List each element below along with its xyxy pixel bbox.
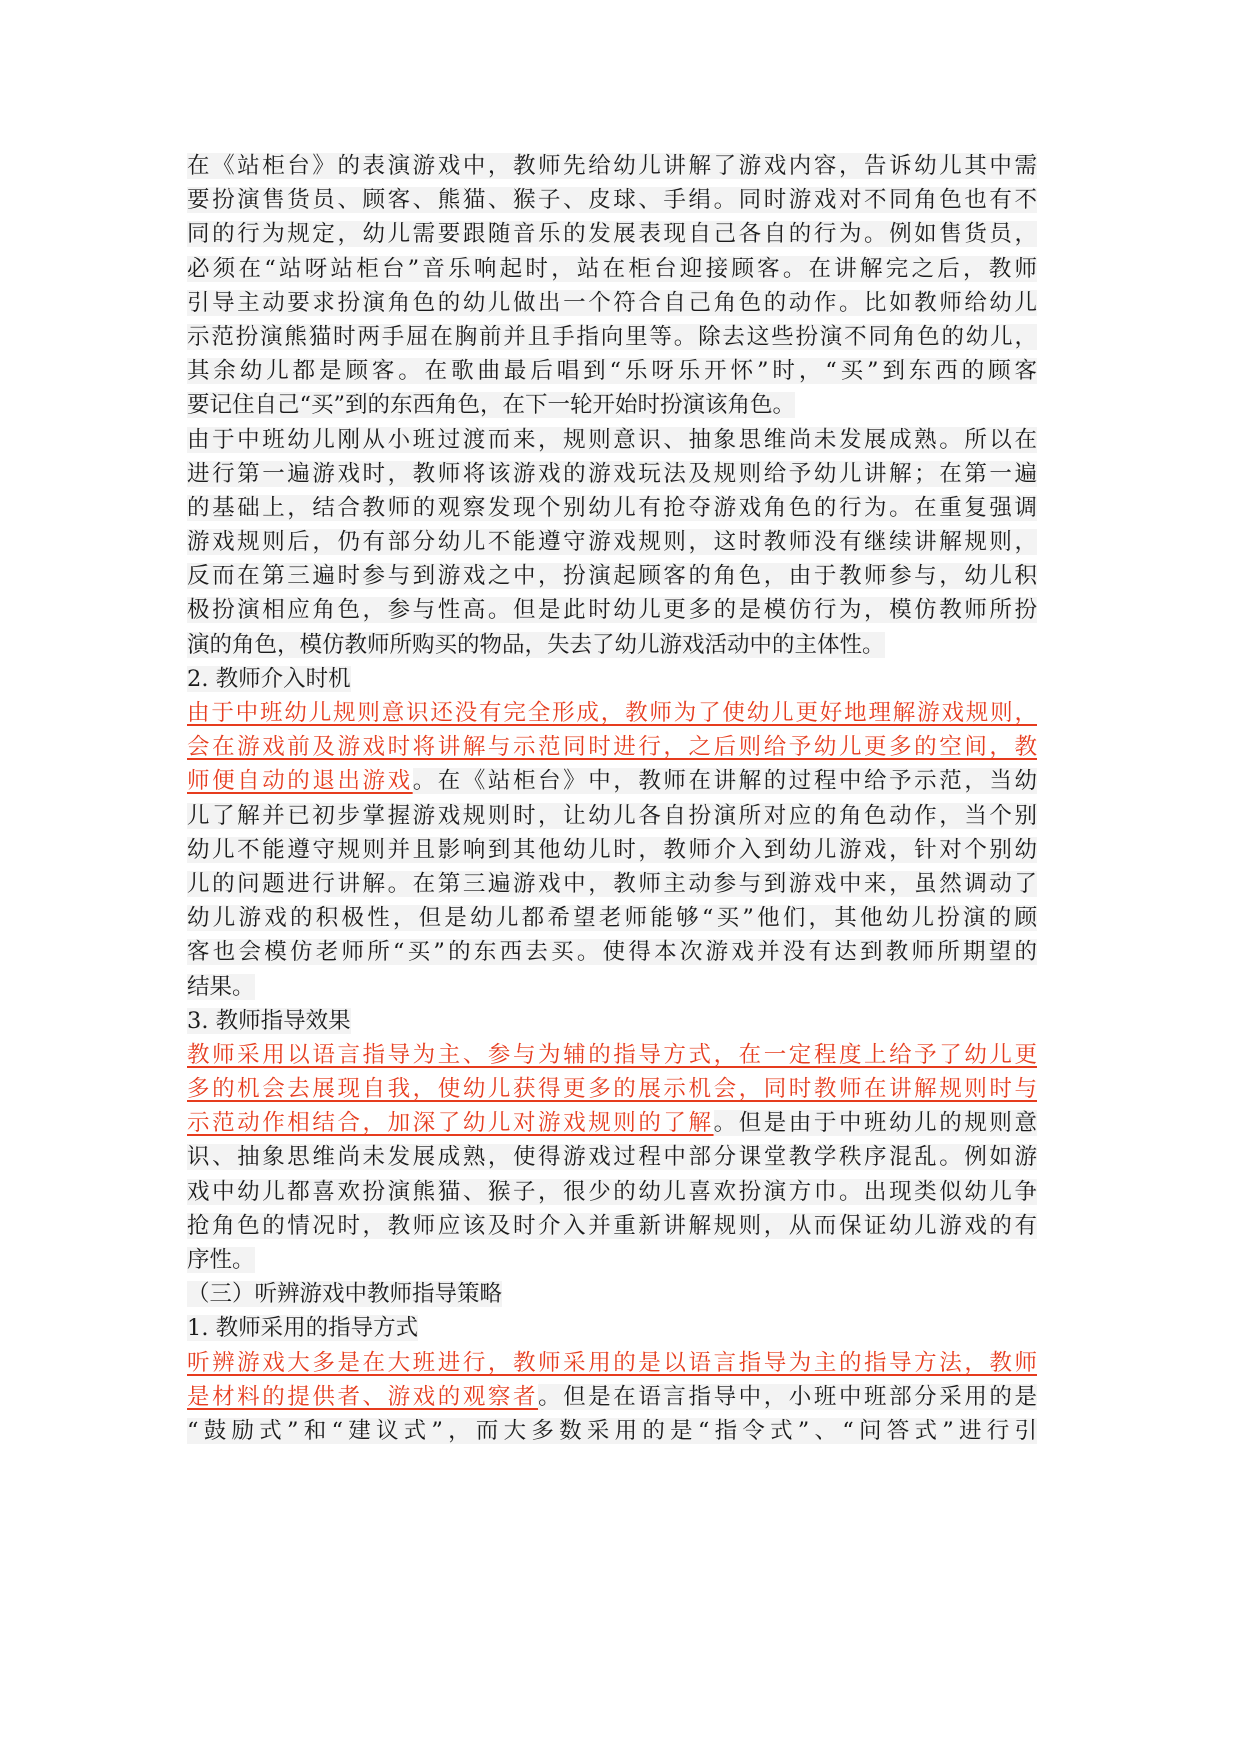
paragraph-rule-awareness — [187, 423, 1037, 662]
text-run: 儿了解并已初步掌握游戏规则时，让幼儿各自扮演所对应的角色动作，当个别 — [187, 802, 1037, 829]
text-run: “鼓励式”和“建议式”，而大多数采用的是“指令式”、“问答式”进行引 — [187, 1417, 1037, 1444]
heading-teacher-guidance-effect — [187, 1004, 1037, 1038]
text-run: 必须在“站呀站柜台”音乐响起时，站在柜台迎接顾客。在讲解完之后，教师 — [187, 255, 1037, 282]
text-line — [187, 1243, 1037, 1277]
text-line — [187, 628, 1037, 662]
paragraph-zhan-gui-tai-game — [187, 149, 1037, 423]
heading-text: 1. 教师采用的指导方式 — [187, 1315, 419, 1342]
text-run: 同的行为规定，幼儿需要跟随音乐的发展表现自己各自的行为。例如售货员， — [187, 221, 1037, 248]
text-run: 进行第一遍游戏时，教师将该游戏的游戏玩法及规则给予幼儿讲解；在第一遍 — [187, 460, 1037, 487]
text-run: 要记住自己“买”到的东西角色，在下一轮开始时扮演该角色。 — [187, 392, 796, 419]
text-line — [187, 423, 1037, 457]
paragraph-guidance-method — [187, 1346, 1037, 1449]
text-line — [187, 1346, 1037, 1380]
text-run: 反而在第三遍时参与到游戏之中，扮演起顾客的角色，由于教师参与，幼儿积 — [187, 563, 1037, 590]
text-line — [187, 1209, 1037, 1243]
text-line — [187, 149, 1037, 183]
text-line — [187, 183, 1037, 217]
text-run: 游戏规则后，仍有部分幼儿不能遵守游戏规则，这时教师没有继续讲解规则， — [187, 529, 1037, 556]
text-line — [187, 867, 1037, 901]
text-line — [187, 833, 1037, 867]
text-run: 抢角色的情况时，教师应该及时介入并重新讲解规则，从而保证幼儿游戏的有 — [187, 1212, 1037, 1239]
highlighted-text: 是材料的提供者、游戏的观察者 — [187, 1383, 539, 1410]
text-run: 儿的问题进行讲解。在第三遍游戏中，教师主动参与到游戏中来，虽然调动了 — [187, 870, 1037, 897]
text-run: 极扮演相应角色，参与性高。但是此时幼儿更多的是模仿行为，模仿教师所扮 — [187, 597, 1037, 624]
text-line — [187, 217, 1037, 251]
text-line — [187, 1175, 1037, 1209]
text-line — [187, 354, 1037, 388]
text-run: 。在《站柜台》中，教师在讲解的过程中给予示范，当幼 — [412, 768, 1037, 795]
text-line — [187, 286, 1037, 320]
text-run: 演的角色，模仿教师所购买的物品，失去了幼儿游戏活动中的主体性。 — [187, 631, 885, 658]
text-line — [187, 1038, 1037, 1072]
heading-listening-game-strategy — [187, 1277, 1037, 1311]
heading-teacher-intervention-timing — [187, 662, 1037, 696]
highlighted-text: 师便自动的退出游戏 — [187, 768, 413, 795]
highlighted-text: 由于中班幼儿规则意识还没有完全形成，教师为了使幼儿更好地理解游戏规则， — [187, 700, 1037, 726]
paragraph-guidance-effect — [187, 1038, 1037, 1277]
text-run: 客也会模仿老师所“买”的东西去买。使得本次游戏并没有达到教师所期望的 — [187, 939, 1037, 966]
text-line — [187, 559, 1037, 593]
heading-guidance-method — [187, 1311, 1037, 1345]
text-line — [187, 491, 1037, 525]
text-line — [187, 1072, 1037, 1106]
heading-text: （三）听辨游戏中教师指导策略 — [187, 1281, 503, 1308]
text-line — [187, 764, 1037, 798]
highlighted-text: 多的机会去展现自我，使幼儿获得更多的展示机会，同时教师在讲解规则时与 — [187, 1076, 1037, 1103]
document-page — [187, 149, 1037, 1448]
text-line — [187, 730, 1037, 764]
text-run: 在《站柜台》的表演游戏中，教师先给幼儿讲解了游戏内容，告诉幼儿其中需 — [187, 153, 1037, 179]
paragraph-intervention-timing — [187, 696, 1037, 1004]
text-line — [187, 901, 1037, 935]
highlighted-text: 教师采用以语言指导为主、参与为辅的指导方式，在一定程度上给予了幼儿更 — [187, 1041, 1037, 1068]
text-run: 幼儿不能遵守规则并且影响到其他幼儿时，教师介入到幼儿游戏，针对个别幼 — [187, 836, 1037, 863]
text-run: 引导主动要求扮演角色的幼儿做出一个符合自己角色的动作。比如教师给幼儿 — [187, 289, 1037, 316]
highlighted-text: 会在游戏前及游戏时将讲解与示范同时进行，之后则给予幼儿更多的空间，教 — [187, 734, 1037, 761]
text-line — [187, 457, 1037, 491]
text-line — [187, 252, 1037, 286]
text-run: 幼儿游戏的积极性，但是幼儿都希望老师能够“买”他们，其他幼儿扮演的顾 — [187, 905, 1037, 932]
text-line — [187, 320, 1037, 354]
text-run: 戏中幼儿都喜欢扮演熊猫、猴子，很少的幼儿喜欢扮演方巾。出现类似幼儿争 — [187, 1178, 1037, 1205]
text-run: 。但是由于中班幼儿的规则意 — [713, 1110, 1037, 1137]
text-line — [187, 935, 1037, 969]
heading-text: 3. 教师指导效果 — [187, 1007, 351, 1034]
text-line — [187, 1380, 1037, 1414]
text-run: 要扮演售货员、顾客、熊猫、猴子、皮球、手绢。同时游戏对不同角色也有不 — [187, 187, 1037, 214]
heading-text: 2. 教师介入时机 — [187, 665, 351, 692]
text-line — [187, 593, 1037, 627]
text-line — [187, 696, 1037, 730]
text-line — [187, 1106, 1037, 1140]
text-line — [187, 799, 1037, 833]
text-line — [187, 970, 1037, 1004]
text-line — [187, 1140, 1037, 1174]
highlighted-text: 示范动作相结合，加深了幼儿对游戏规则的了解 — [187, 1110, 714, 1137]
text-line — [187, 1414, 1037, 1448]
text-run: 由于中班幼儿刚从小班过渡而来，规则意识、抽象思维尚未发展成熟。所以在 — [187, 426, 1037, 453]
text-line — [187, 388, 1037, 422]
text-run: 其余幼儿都是顾客。在歌曲最后唱到“乐呀乐开怀”时，“买”到东西的顾客 — [187, 358, 1037, 385]
text-run: 识、抽象思维尚未发展成熟，使得游戏过程中部分课堂教学秩序混乱。例如游 — [187, 1144, 1037, 1171]
text-run: 示范扮演熊猫时两手屈在胸前并且手指向里等。除去这些扮演不同角色的幼儿， — [187, 323, 1037, 350]
text-run: 的基础上，结合教师的观察发现个别幼儿有抢夺游戏角色的行为。在重复强调 — [187, 494, 1037, 521]
text-run: 结果。 — [187, 973, 255, 1000]
text-line — [187, 525, 1037, 559]
highlighted-text: 听辨游戏大多是在大班进行，教师采用的是以语言指导为主的指导方法，教师 — [187, 1349, 1037, 1376]
text-run: 。但是在语言指导中，小班中班部分采用的是 — [538, 1383, 1037, 1410]
text-run: 序性。 — [187, 1247, 255, 1273]
